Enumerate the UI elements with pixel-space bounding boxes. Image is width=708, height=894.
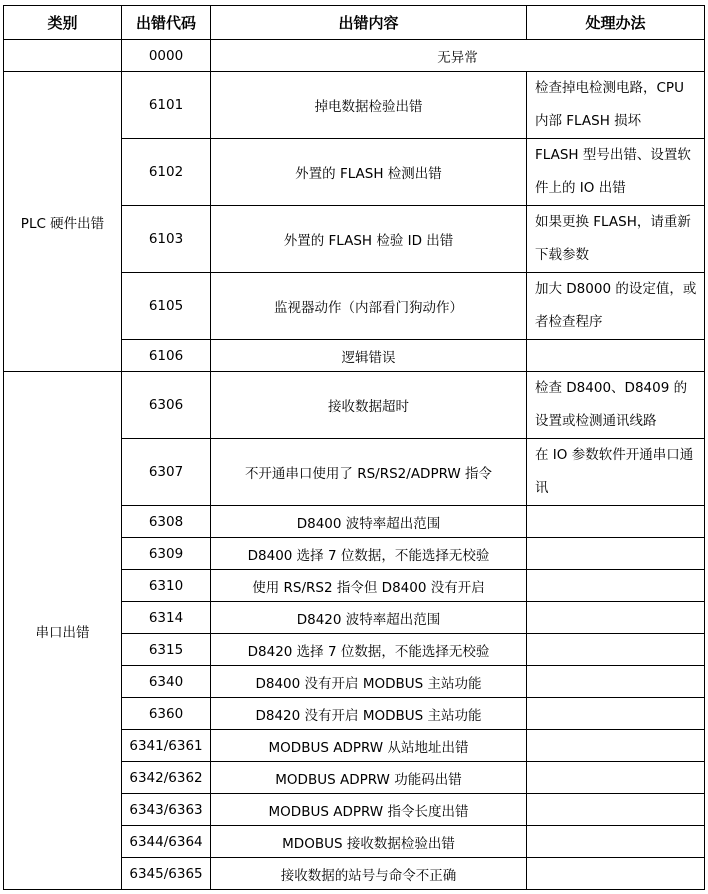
category-plc: PLC 硬件出错 xyxy=(4,72,122,372)
error-content: D8420 选择 7 位数据，不能选择无校验 xyxy=(211,634,527,666)
error-code: 6340 xyxy=(122,666,211,698)
table-row xyxy=(4,72,705,139)
header-row xyxy=(4,6,705,40)
error-code: 6306 xyxy=(122,372,211,439)
error-code: 6308 xyxy=(122,506,211,538)
error-fix xyxy=(527,602,705,634)
error-fix xyxy=(527,858,705,890)
header-fix: 处理办法 xyxy=(527,6,705,40)
error-code: 6360 xyxy=(122,698,211,730)
error-code: 6106 xyxy=(122,340,211,372)
error-content: 接收数据的站号与命令不正确 xyxy=(211,858,527,890)
error-fix xyxy=(527,634,705,666)
error-content: 使用 RS/RS2 指令但 D8400 没有开启 xyxy=(211,570,527,602)
error-code: 6314 xyxy=(122,602,211,634)
error-content: D8420 波特率超出范围 xyxy=(211,602,527,634)
error-fix xyxy=(527,570,705,602)
error-code: 6309 xyxy=(122,538,211,570)
error-fix: 检查 D8400、D8409 的设置或检测通讯线路 xyxy=(527,372,705,439)
error-code: 6341/6361 xyxy=(122,730,211,762)
error-fix xyxy=(527,666,705,698)
error-code: 6102 xyxy=(122,139,211,206)
error-fix: 检查掉电检测电路，CPU 内部 FLASH 损坏 xyxy=(527,72,705,139)
error-fix xyxy=(527,340,705,372)
error-content: 掉电数据检验出错 xyxy=(211,72,527,139)
error-fix xyxy=(527,506,705,538)
error-content: D8400 没有开启 MODBUS 主站功能 xyxy=(211,666,527,698)
error-content: 接收数据超时 xyxy=(211,372,527,439)
table-row xyxy=(4,372,705,439)
error-content: 无异常 xyxy=(211,40,705,72)
error-content: MODBUS ADPRW 功能码出错 xyxy=(211,762,527,794)
category-cell-empty xyxy=(4,40,122,72)
error-content: 监视器动作（内部看门狗动作） xyxy=(211,273,527,340)
error-content: D8400 波特率超出范围 xyxy=(211,506,527,538)
error-fix: FLASH 型号出错、设置软件上的 IO 出错 xyxy=(527,139,705,206)
error-content: 不开通串口使用了 RS/RS2/ADPRW 指令 xyxy=(211,439,527,506)
error-fix xyxy=(527,762,705,794)
error-content: MODBUS ADPRW 从站地址出错 xyxy=(211,730,527,762)
error-fix xyxy=(527,698,705,730)
header-content: 出错内容 xyxy=(211,6,527,40)
error-code: 0000 xyxy=(122,40,211,72)
error-fix: 加大 D8000 的设定值，或者检查程序 xyxy=(527,273,705,340)
error-code-table xyxy=(3,5,705,890)
error-code: 6310 xyxy=(122,570,211,602)
table-row xyxy=(4,40,705,72)
error-code: 6105 xyxy=(122,273,211,340)
error-content: MODBUS ADPRW 指令长度出错 xyxy=(211,794,527,826)
header-category: 类别 xyxy=(4,6,122,40)
error-fix xyxy=(527,826,705,858)
error-content: 外置的 FLASH 检验 ID 出错 xyxy=(211,206,527,273)
error-code: 6101 xyxy=(122,72,211,139)
error-content: D8400 选择 7 位数据，不能选择无校验 xyxy=(211,538,527,570)
error-fix: 在 IO 参数软件开通串口通讯 xyxy=(527,439,705,506)
error-code: 6345/6365 xyxy=(122,858,211,890)
header-code: 出错代码 xyxy=(122,6,211,40)
error-content: 逻辑错误 xyxy=(211,340,527,372)
error-content: 外置的 FLASH 检测出错 xyxy=(211,139,527,206)
category-serial: 串口出错 xyxy=(4,372,122,890)
error-code: 6343/6363 xyxy=(122,794,211,826)
error-code: 6307 xyxy=(122,439,211,506)
error-code: 6342/6362 xyxy=(122,762,211,794)
error-content: MDOBUS 接收数据检验出错 xyxy=(211,826,527,858)
error-fix xyxy=(527,794,705,826)
error-code: 6344/6364 xyxy=(122,826,211,858)
error-fix xyxy=(527,538,705,570)
error-code: 6103 xyxy=(122,206,211,273)
error-fix: 如果更换 FLASH，请重新下载参数 xyxy=(527,206,705,273)
error-code: 6315 xyxy=(122,634,211,666)
error-fix xyxy=(527,730,705,762)
error-content: D8420 没有开启 MODBUS 主站功能 xyxy=(211,698,527,730)
